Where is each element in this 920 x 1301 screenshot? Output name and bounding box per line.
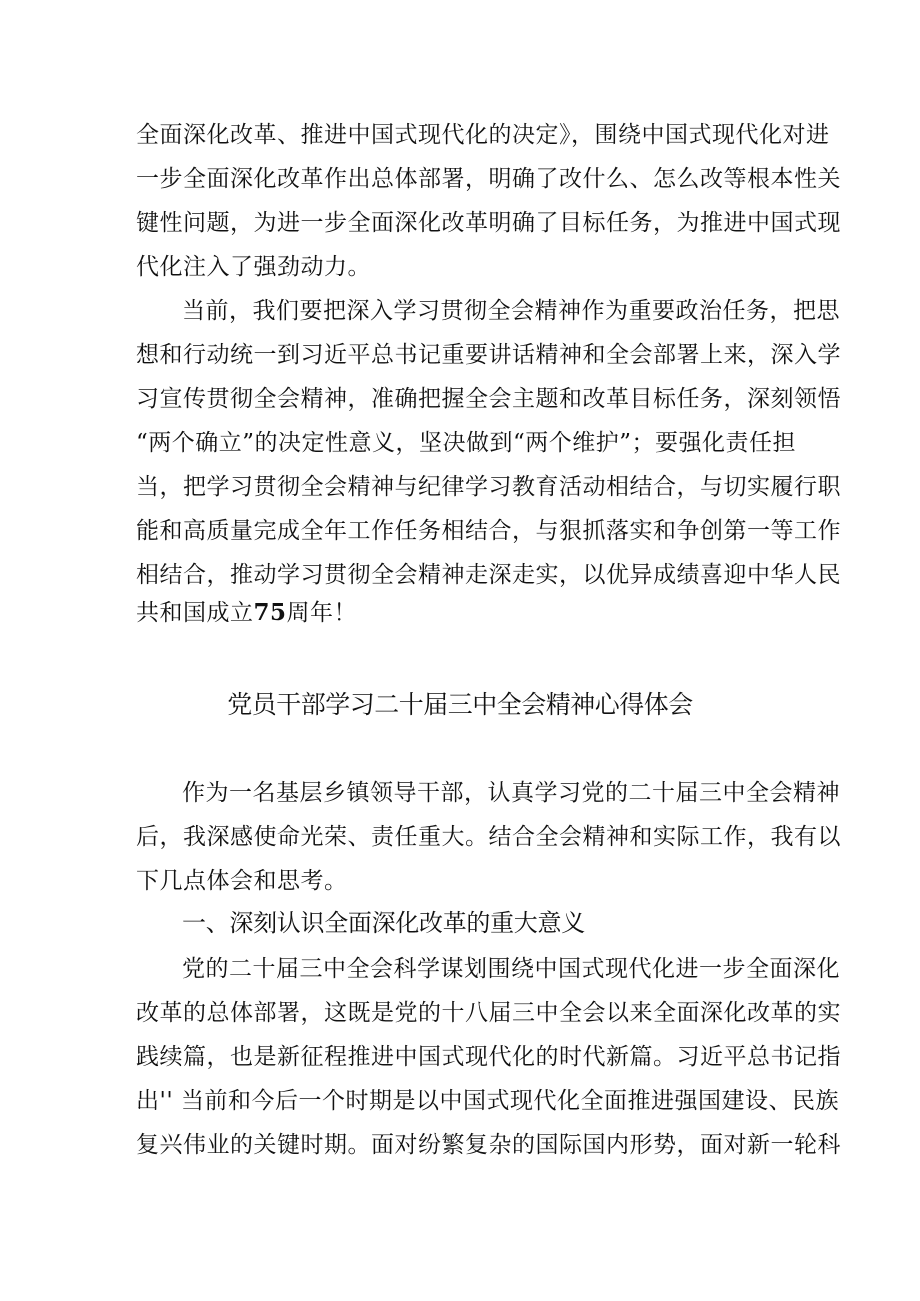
paragraph-line: 践续篇，也是新征程推进中国式现代化的时代新篇。习近平总书记指 [136,1044,841,1070]
paragraph-line: 复兴伟业的关键时期。面对纷繁复杂的国际国内形势，面对新一轮科 [136,1132,841,1158]
paragraph-line: 能和高质量完成全年工作任务相结合，与狠抓落实和争创第一等工作 [136,518,841,544]
paragraph-last-line [136,598,357,628]
article-title: 党员干部学习二十届三中全会精神心得体会 [227,690,693,719]
paragraph-line: 改革的总体部署，这既是党的十八届三中全会以来全面深化改革的实 [136,1000,841,1026]
paragraph-line: 出'' 当前和今后一个时期是以中国式现代化全面推进强国建设、民族 [136,1088,839,1114]
paragraph-line: “两个确立”的决定性意义，坚决做到“两个维护”；要强化责任担 [136,430,797,456]
paragraph-line: 当前，我们要把深入学习贯彻全会精神作为重要政治任务，把思 [182,298,840,324]
paragraph-line: 下几点体会和思考。 [136,868,348,894]
paragraph-line: 党的二十届三中全会科学谋划围绕中国式现代化进一步全面深化 [182,956,840,982]
paragraph-line: 当，把学习贯彻全会精神与纪律学习教育活动相结合，与切实履行职 [136,474,841,500]
line-prefix: 共和国成立 [136,600,254,626]
anniversary-number: 75 [253,599,287,626]
paragraph-line: 全面深化改革、推进中国式现代化的决定》，围绕中国式现代化对进 [136,122,830,148]
paragraph-line: 相结合，推动学习贯彻全会精神走深走实，以优异成绩喜迎中华人民 [136,562,841,588]
line-suffix: 周年！ [286,600,358,626]
section-heading: 一、深刻认识全面深化改革的重大意义 [182,909,585,937]
paragraph-line: 作为一名基层乡镇领导干部，认真学习党的二十届三中全会精神 [182,780,840,806]
paragraph-line: 后，我深感使命光荣、责任重大。结合全会精神和实际工作，我有以 [136,824,841,850]
paragraph-line: 一步全面深化改革作出总体部署，明确了改什么、怎么改等根本性关 [136,166,841,192]
paragraph-line: 习宣传贯彻全会精神，准确把握全会主题和改革目标任务，深刻领悟 [136,386,841,412]
paragraph-line: 想和行动统一到习近平总书记重要讲话精神和全会部署上来，深入学 [136,342,841,368]
paragraph-line: 键性问题，为进一步全面深化改革明确了目标任务，为推进中国式现 [136,210,841,236]
paragraph-line: 代化注入了强劲动力。 [136,254,371,280]
